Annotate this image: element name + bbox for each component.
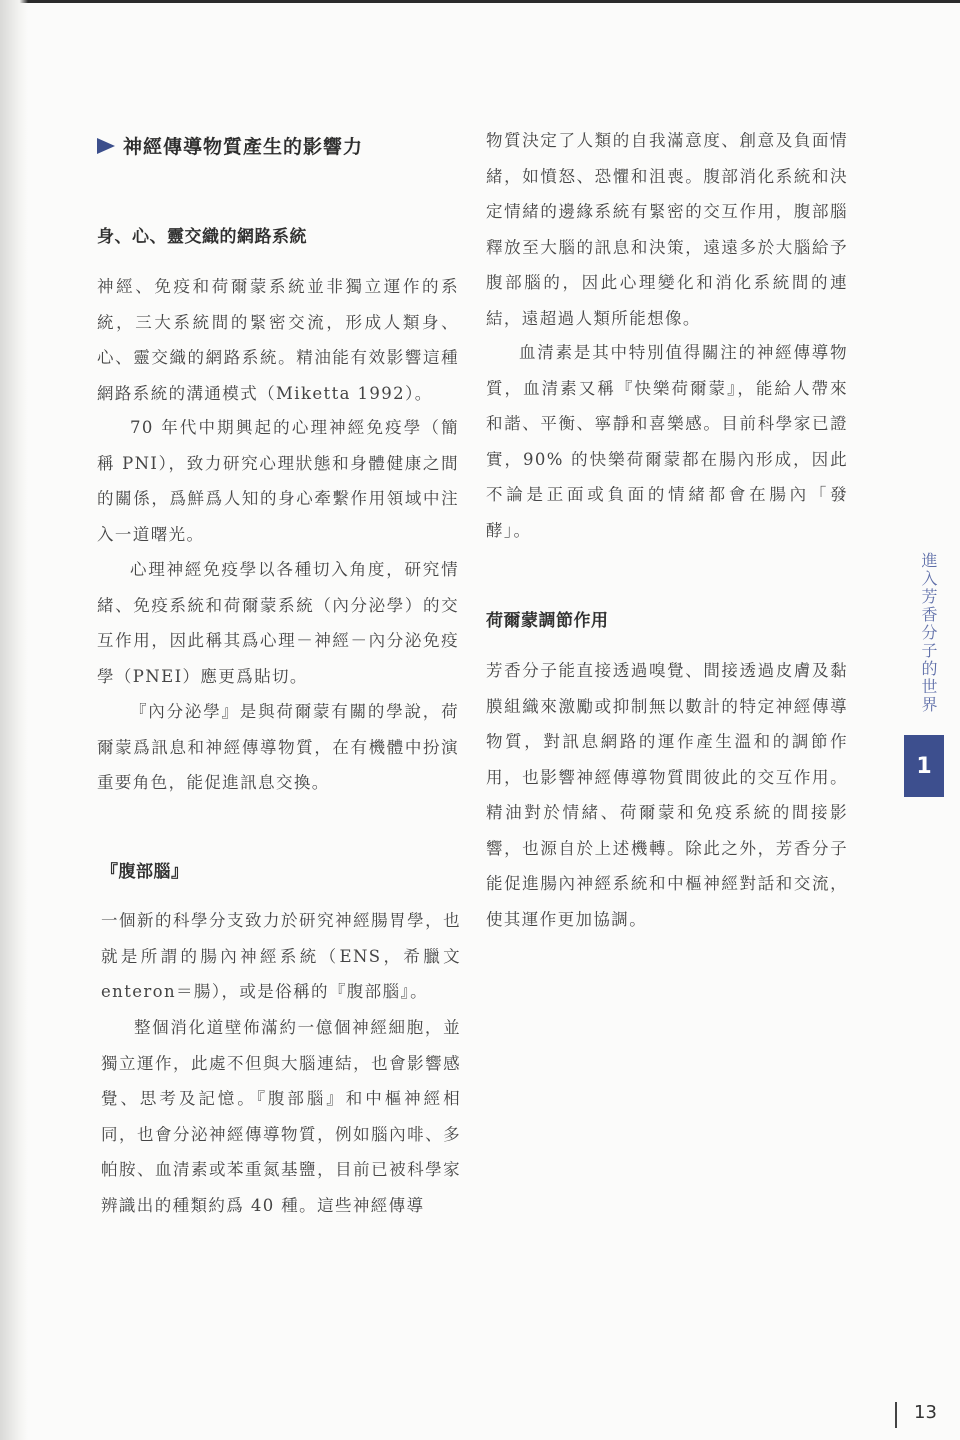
heading-abdominal-brain: 『腹部腦』 <box>101 862 189 882</box>
section-title <box>97 132 363 159</box>
page-number: 13 <box>914 1402 937 1423</box>
section-title-text: 神經傳導物質產生的影響力 <box>123 136 364 158</box>
binding-shadow <box>0 0 28 1440</box>
paragraph-aroma-molecules: 芳香分子能直接透過嗅覺、間接透過皮膚及黏膜組織來激勵或抑制無以數計的特定神經傳導物質，對訊息網路的運作產生溫和的調節作用，也影響神經傳導物質間彼此的交互作用。精油對於情緒、荷爾蒙和免疫系統的間接影響，也源自於上述機轉。除此之外，芳香分子能促進腸內神經系統和中樞神經對話和交流，使其運作更加協調。 <box>486 661 848 929</box>
paragraph-pni: 70 年代中期興起的心理神經免疫學（簡稱 PNI），致力研究心理狀態和身體健康之間的關係，爲鮮爲人知的身心牽繫作用領域中注入一道曙光。 <box>97 418 459 544</box>
chapter-number-tab <box>904 735 944 797</box>
heading-hormone-regulation: 荷爾蒙調節作用 <box>486 611 609 631</box>
paragraph-endocrinology: 『內分泌學』是與荷爾蒙有關的學說，荷爾蒙爲訊息和神經傳導物質，在有機體中扮演重要角色，能促進訊息交換。 <box>97 702 459 792</box>
paragraph-serotonin: 血清素是其中特別值得關注的神經傳導物質，血清素又稱『快樂荷爾蒙』，能給人帶來和諧、平衡、寧靜和喜樂感。目前科學家已證實，90% 的快樂荷爾蒙都在腸內形成，因此不論是正面或負面的情緒都會在腸內「發酵」。 <box>486 343 848 540</box>
heading-network-system: 身、心、靈交織的網路系統 <box>97 227 307 247</box>
paragraph-ens: 一個新的科學分支致力於研究神經腸胃學，也就是所謂的腸內神經系統（ENS，希臘文 enteron＝腸），或是俗稱的『腹部腦』。 <box>101 911 461 1001</box>
paragraph-digestive-neurons: 整個消化道壁佈滿約一億個神經細胞，並獨立運作，此處不但與大腦連結，也會影響感覺、思考及記憶。『腹部腦』和中樞神經相同，也會分泌神經傳導物質，例如腦內啡、多帕胺、血清素或苯重氮基鹽，目前已被科學家辨識出的種類約爲 40 種。這些神經傳導 <box>101 1018 461 1215</box>
paragraph-pnei: 心理神經免疫學以各種切入角度，研究情緒、免疫系統和荷爾蒙系統（內分泌學）的交互作用，因此稱其爲心理－神經－內分泌免疫學（PNEI）應更爲貼切。 <box>97 560 459 686</box>
page-number-divider <box>895 1402 897 1428</box>
chapter-number: 1 <box>916 753 932 779</box>
arrow-right-icon <box>97 138 115 154</box>
top-edge-rule <box>0 0 960 3</box>
paragraph-network: 神經、免疫和荷爾蒙系統並非獨立運作的系統，三大系統間的緊密交流，形成人類身、心、靈交織的網路系統。精油能有效影響這種網路系統的溝通模式（Miketta 1992）。 <box>97 277 459 403</box>
chapter-title-vertical: 進入芳香分子的世界 <box>919 551 938 714</box>
paragraph-emotions: 物質決定了人類的自我滿意度、創意及負面情緒，如憤怒、恐懼和沮喪。腹部消化系統和決定情緒的邊緣系統有緊密的交互作用，腹部腦釋放至大腦的訊息和決策，遠遠多於大腦給予腹部腦的，因此心理變化和消化系統間的連結，遠超過人類所能想像。 <box>486 131 848 328</box>
